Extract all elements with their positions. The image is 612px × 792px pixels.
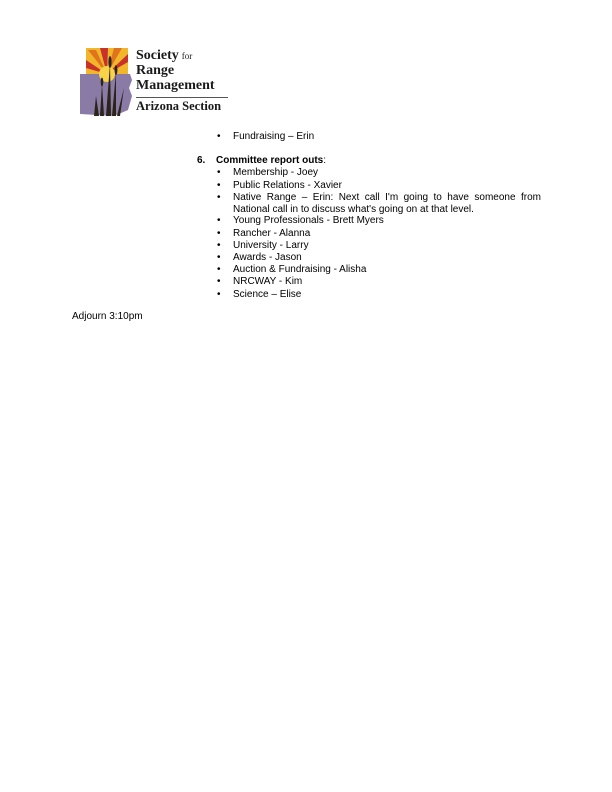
- bullet-marker: •: [217, 240, 221, 251]
- bullet-marker: •: [217, 264, 221, 275]
- section-heading: [216, 155, 326, 166]
- adjourn-note: Adjourn 3:10pm: [72, 311, 143, 322]
- arizona-sunburst-icon: [80, 44, 136, 118]
- list-item-fundraising: Fundraising – Erin: [233, 131, 315, 142]
- logo-divider: [136, 97, 228, 98]
- bullet-marker: •: [217, 289, 221, 300]
- list-item: University - Larry: [233, 240, 309, 251]
- list-item: Public Relations - Xavier: [233, 180, 342, 191]
- bullet-marker: •: [217, 131, 221, 142]
- logo-line-arizona-section: Arizona Section: [136, 99, 222, 113]
- list-item: Native Range – Erin: Next call I'm going to have someone from National call in to discuss what's going on at that level.: [233, 192, 541, 216]
- logo-line-management: Management: [136, 78, 215, 93]
- logo-line-for: for: [181, 51, 193, 61]
- logo-line-range: Range: [136, 63, 175, 78]
- srm-arizona-logo: [80, 44, 235, 118]
- section-title-colon: :: [323, 155, 327, 166]
- bullet-marker: •: [217, 215, 221, 226]
- bullet-marker: •: [217, 228, 221, 239]
- list-item: Rancher - Alanna: [233, 228, 311, 239]
- bullet-marker: •: [217, 252, 221, 263]
- bullet-marker: •: [217, 192, 221, 203]
- section-number: 6.: [197, 155, 206, 166]
- bullet-marker: •: [217, 276, 221, 287]
- list-item: NRCWAY - Kim: [233, 276, 303, 287]
- list-item: Membership - Joey: [233, 167, 319, 178]
- section-title: Committee report outs: [216, 155, 324, 166]
- bullet-marker: •: [217, 167, 221, 178]
- bullet-marker: •: [217, 180, 221, 191]
- logo-line-society: Society for: [136, 48, 193, 63]
- list-item: Science – Elise: [233, 289, 302, 300]
- list-item: Auction & Fundraising - Alisha: [233, 264, 367, 275]
- list-item: Awards - Jason: [233, 252, 302, 263]
- list-item: Young Professionals - Brett Myers: [233, 215, 384, 226]
